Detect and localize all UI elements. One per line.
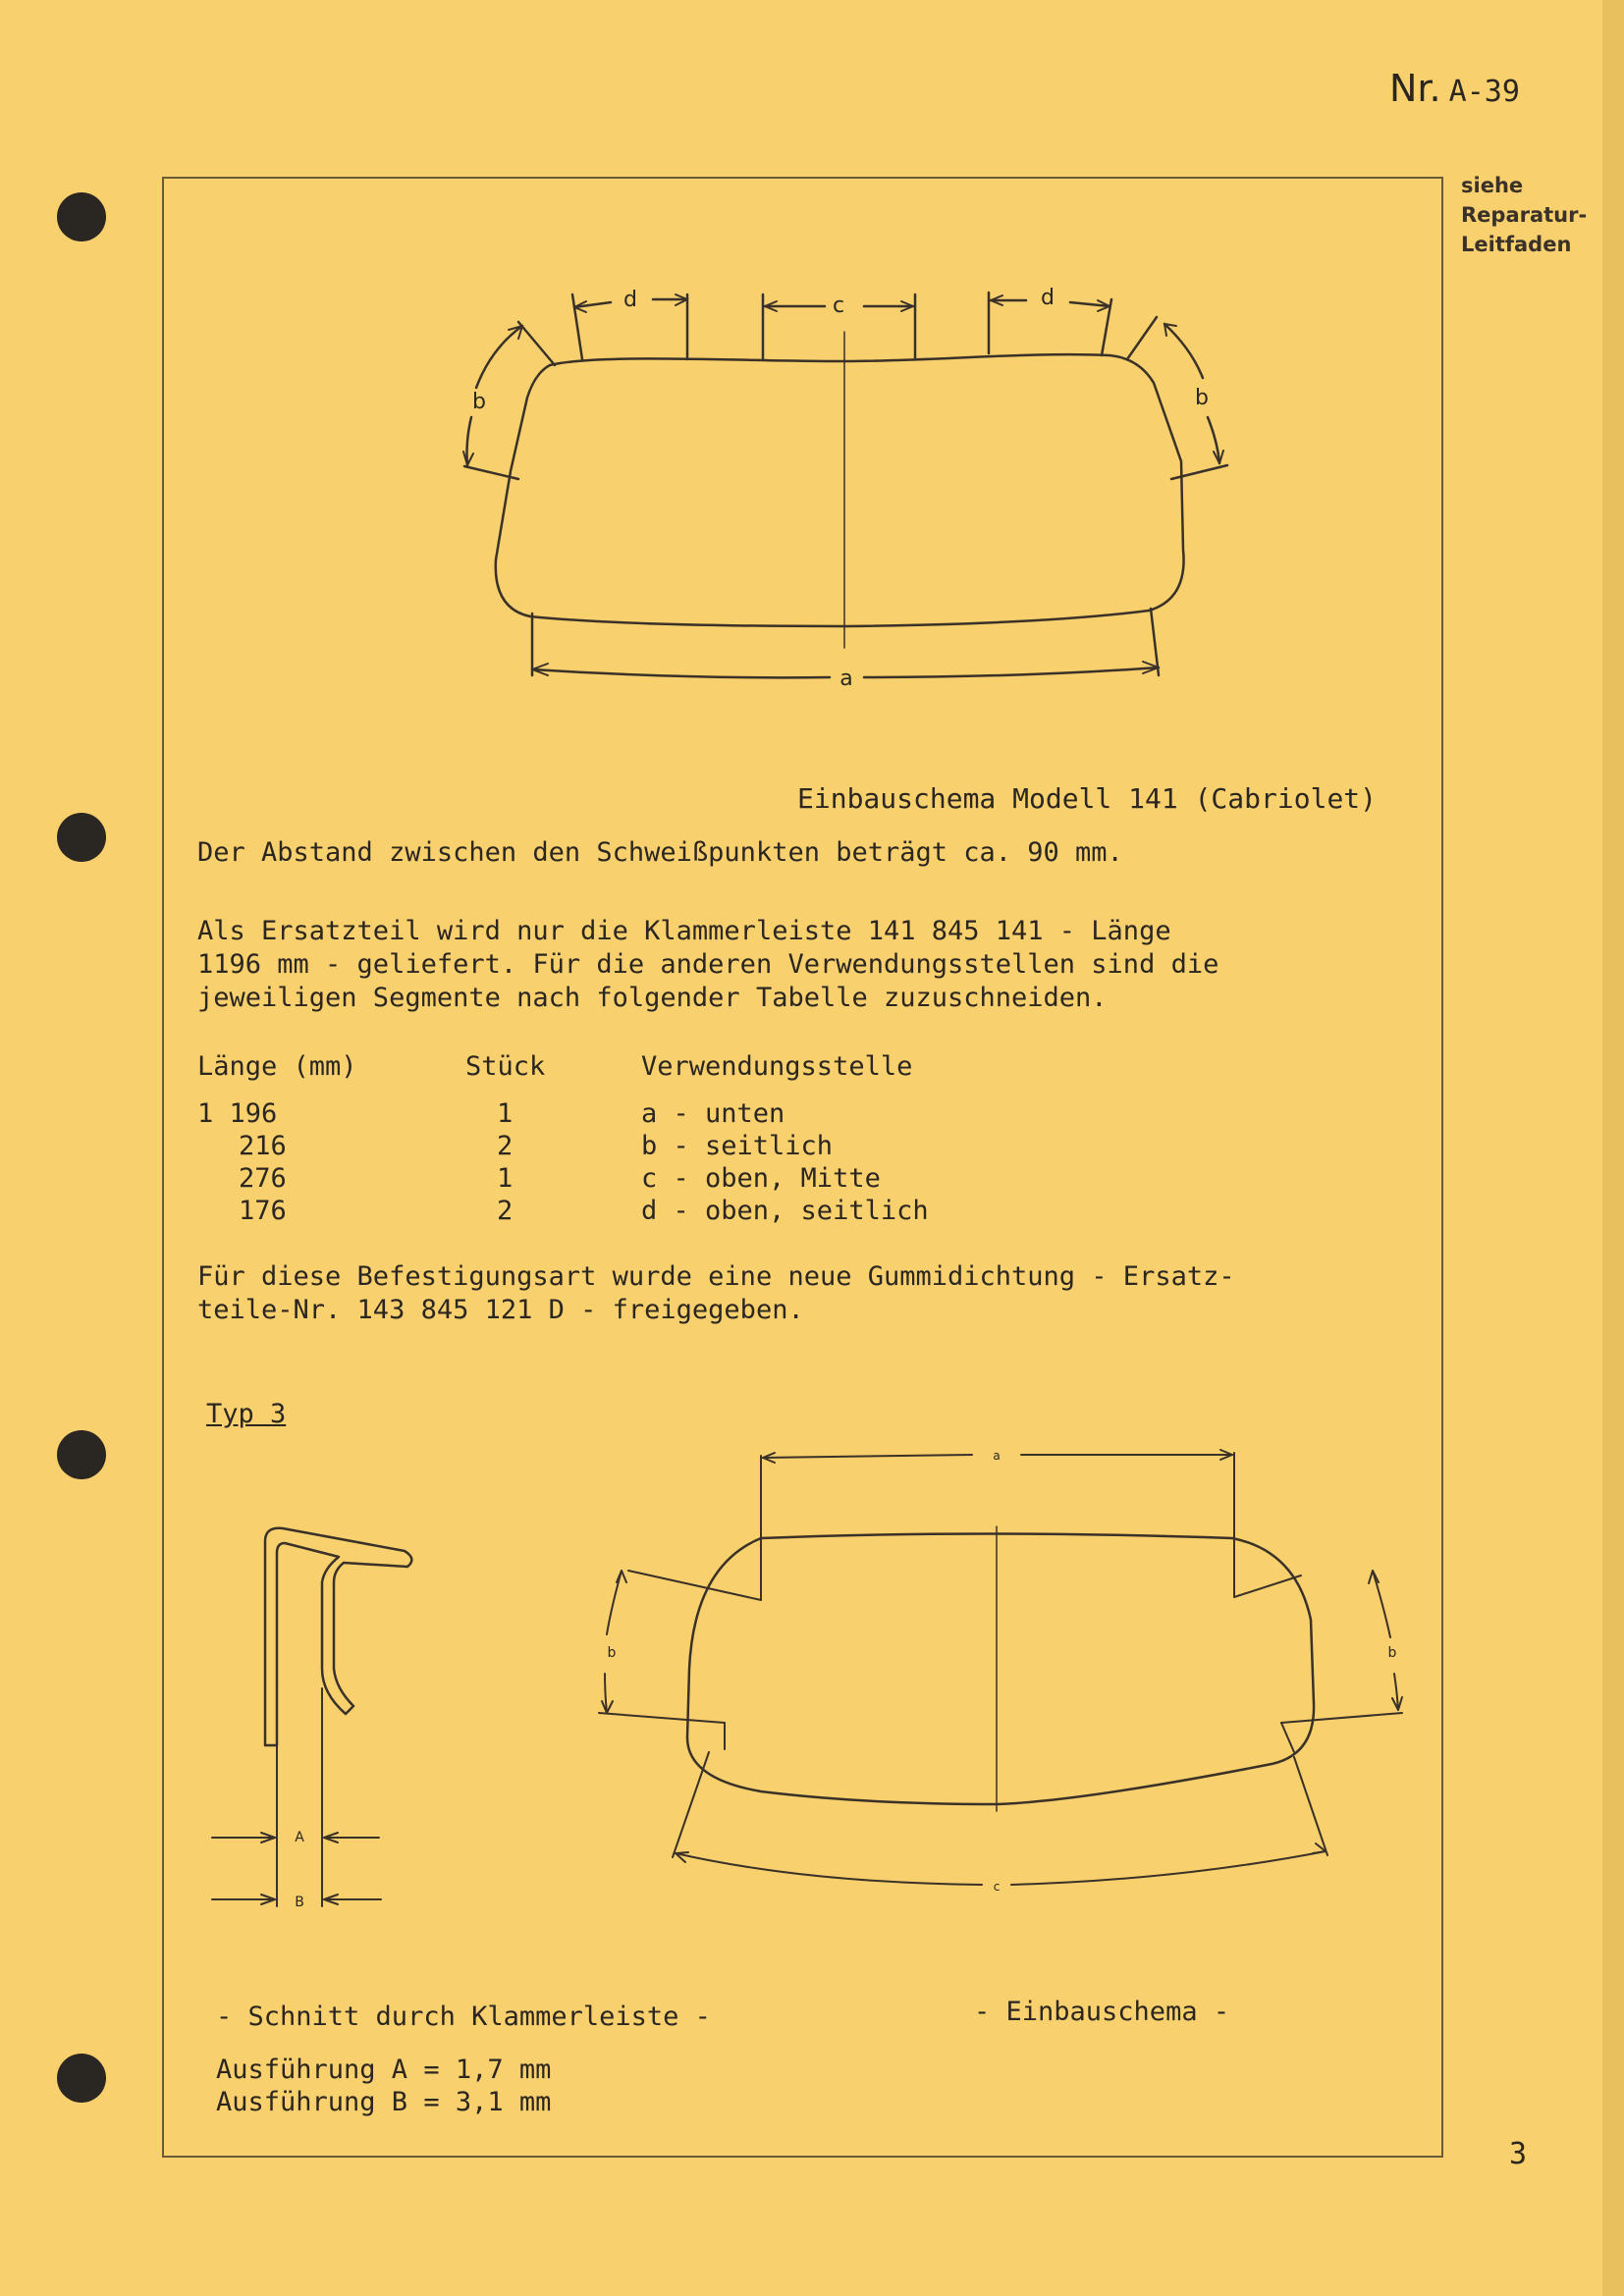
side-note-line: Reparatur- (1461, 203, 1588, 227)
clip-profile (212, 1528, 411, 1906)
side-note-line: Leitfaden (1461, 233, 1572, 256)
paragraph-spare-part-line: 1196 mm - geliefert. Für die anderen Verwendungsstellen sind die (197, 949, 1219, 980)
table-cell-location: c - oben, Mitte (641, 1163, 881, 1194)
table-cell-count: 2 (497, 1131, 514, 1161)
table-cell-count: 2 (497, 1196, 514, 1226)
spec-variant-a: Ausführung A = 1,7 mm (216, 2055, 552, 2085)
diagram2-label-c: c (993, 1880, 1001, 1894)
paragraph-spare-part-line: Als Ersatzteil wird nur die Klammerleiste 141 845 141 - Länge (197, 916, 1171, 946)
spec-variant-b: Ausführung B = 3,1 mm (216, 2087, 552, 2117)
diagram1-label-b-left: b (472, 390, 486, 414)
paragraph-weld-spacing: Der Abstand zwischen den Schweißpunkten beträgt ca. 90 mm. (197, 837, 1123, 868)
table-cell-count: 1 (497, 1163, 514, 1194)
diagram2-label-a: a (993, 1449, 1001, 1463)
windshield-outline-2 (687, 1526, 1314, 1811)
diagram1-label-b-right: b (1195, 386, 1209, 410)
installation-caption: - Einbauschema - (974, 1997, 1230, 2027)
diagram1-label-a: a (839, 667, 853, 691)
table-cell-location: a - unten (641, 1098, 785, 1129)
windshield-outline-1 (496, 354, 1184, 626)
side-note-line: siehe (1461, 174, 1524, 197)
table-cell-length: 1 196 (197, 1098, 278, 1129)
table-cell-count: 1 (497, 1098, 514, 1129)
table-header-location: Verwendungsstelle (641, 1051, 913, 1082)
document-number-label: Nr. (1389, 67, 1441, 110)
table-cell-location: d - oben, seitlich (641, 1196, 929, 1226)
section-label-B: B (295, 1895, 304, 1910)
diagram2-label-b-left: b (607, 1645, 617, 1661)
paragraph-seal-line: teile-Nr. 143 845 121 D - freigegeben. (197, 1295, 804, 1325)
table-header-length: Länge (mm) (197, 1051, 357, 1082)
table-cell-location: b - seitlich (641, 1131, 834, 1161)
diagram1-label-c: c (832, 294, 845, 318)
paragraph-seal-line: Für diese Befestigungsart wurde eine neue Gummidichtung - Ersatz- (197, 1261, 1235, 1292)
table-header-count: Stück (465, 1051, 546, 1082)
typ3-heading: Typ 3 (206, 1399, 287, 1429)
diagram1-label-d-right: d (1041, 286, 1055, 310)
paragraph-spare-part-line: jeweiligen Segmente nach folgender Tabelle zuzuschneiden. (197, 983, 1108, 1013)
diagram2-label-b-right: b (1387, 1645, 1397, 1661)
diagram1-caption: Einbauschema Modell 141 (Cabriolet) (797, 782, 1378, 815)
table-cell-length: 216 (239, 1131, 287, 1161)
section-caption: - Schnitt durch Klammerleiste - (216, 2002, 711, 2032)
document-number-value: A-39 (1448, 75, 1520, 109)
diagram1-label-d-left: d (623, 288, 637, 312)
section-label-A: A (295, 1830, 304, 1845)
page-number: 3 (1509, 2137, 1528, 2171)
table-cell-length: 176 (239, 1196, 287, 1226)
table-cell-length: 276 (239, 1163, 287, 1194)
